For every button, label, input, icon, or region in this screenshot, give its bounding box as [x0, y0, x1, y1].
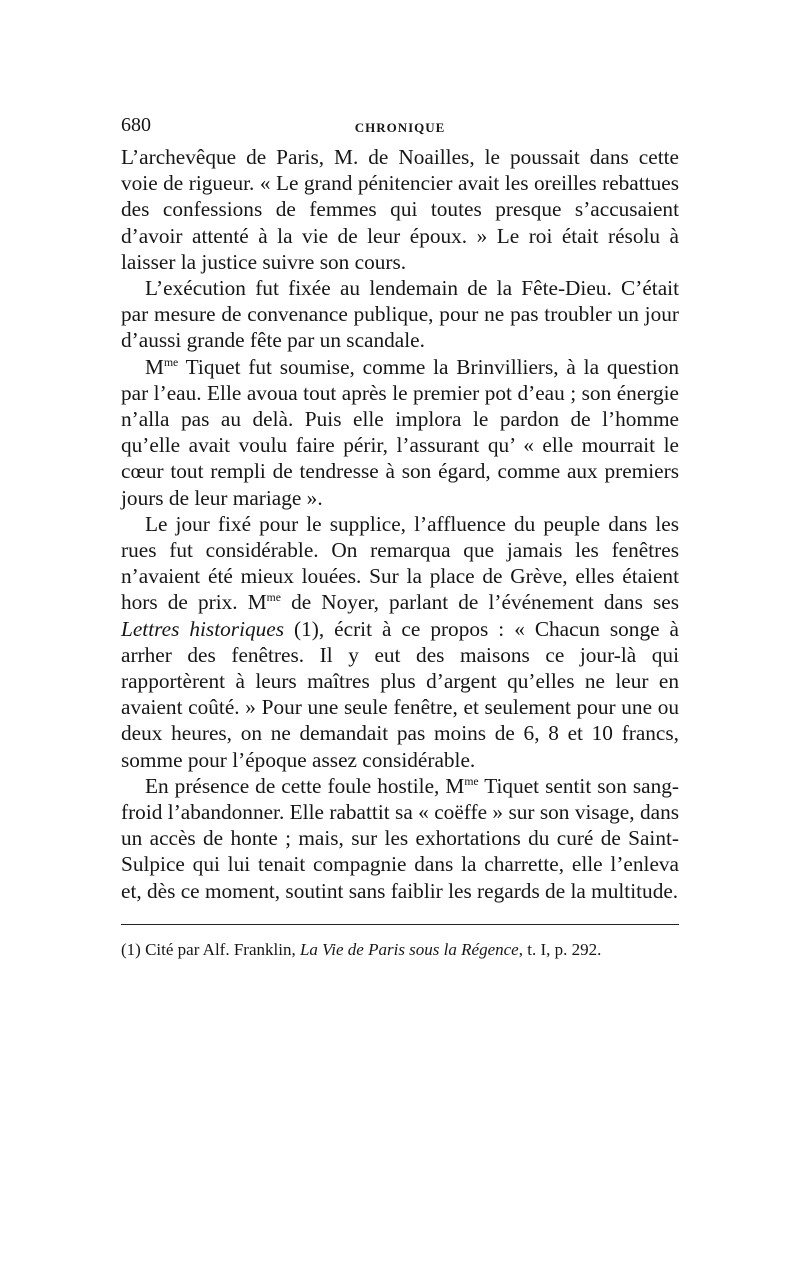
- footnote: [121, 939, 679, 961]
- page-header: [121, 114, 679, 144]
- running-head: CHRONIQUE: [354, 120, 446, 135]
- footnote-part2: , t. I, p. 292.: [518, 939, 602, 959]
- title-abbrev: M: [145, 354, 164, 379]
- footnote-part1: (1) Cité par Alf. Franklin,: [121, 939, 300, 959]
- title-superscript: me: [266, 591, 281, 605]
- book-title-italic: Lettres historiques: [121, 616, 285, 641]
- paragraph-5-part2: Tiquet sentit son sang-froid l’abandonner. Elle rabattit sa « coëffe » sur son visage, dans un accès de honte ; mais, sur les exhortations du curé de Saint-Sulpice qui lui tenait compagnie dans la charrette, elle l’enleva et, dès ce moment, soutint sans faiblir les regards de la multitude.: [121, 773, 679, 903]
- paragraph-4-part1: Le jour fixé pour le supplice, l’affluence du peuple dans les rues fut considérable. On remarqua que jamais les fenêtres n’avaient été mieux louées. Sur la place de Grève, elles étaient hors de prix. M: [121, 511, 679, 615]
- paragraph-3-text: Tiquet fut soumise, comme la Brinvilliers, à la question par l’eau. Elle avoua tout après le premier pot d’eau ; son énergie n’alla pas au delà. Puis elle implora le pardon de l’homme qu’elle avait voulu faire périr, l’assurant qu’ « elle mourrait le cœur tout rempli de tendresse à son égard, comme aux premiers jours de leur mariage ».: [121, 354, 679, 510]
- paragraph-2: L’exécution fut fixée au lendemain de la Fête-Dieu. C’était par mesure de convenance publique, pour ne pas troubler un jour d’aussi grande fête par un scandale.: [121, 276, 679, 353]
- paragraph-5-part1: En présence de cette foule hostile, M: [145, 773, 465, 798]
- paragraph-4-part3: (1), écrit à ce propos : « Chacun songe à arrher des fenêtres. Il y eut des maisons ce jour-là qui rapportèrent à leurs maîtres plus d’argent qu’elles ne leur en avaient coûté. » Pour une seule fenêtre, et seulement pour une ou deux heures, on ne demandait pas moins de 6, 8 et 10 francs, somme pour l’époque assez considérable.: [121, 616, 679, 772]
- body-text: [121, 144, 679, 904]
- title-superscript: me: [464, 774, 479, 788]
- page-number: 680: [121, 114, 151, 136]
- footnote-divider: [121, 924, 679, 925]
- paragraph-1: L’archevêque de Paris, M. de Noailles, le poussait dans cette voie de rigueur. « Le grand pénitencier avait les oreilles rebattues des confessions de femmes qui toutes presque s’accusaient d’avoir attenté à la vie de leur époux. » Le roi était résolu à laisser la justice suivre son cours.: [121, 145, 679, 274]
- paragraph-4-part2: de Noyer, parlant de l’événement dans ses: [280, 590, 679, 615]
- paragraph-4: [121, 511, 679, 773]
- paragraph-3: [121, 354, 679, 511]
- footnote-title-italic: La Vie de Paris sous la Régence: [299, 939, 519, 959]
- paragraph-5: [121, 773, 679, 904]
- book-page: [121, 114, 679, 961]
- title-superscript: me: [163, 355, 179, 369]
